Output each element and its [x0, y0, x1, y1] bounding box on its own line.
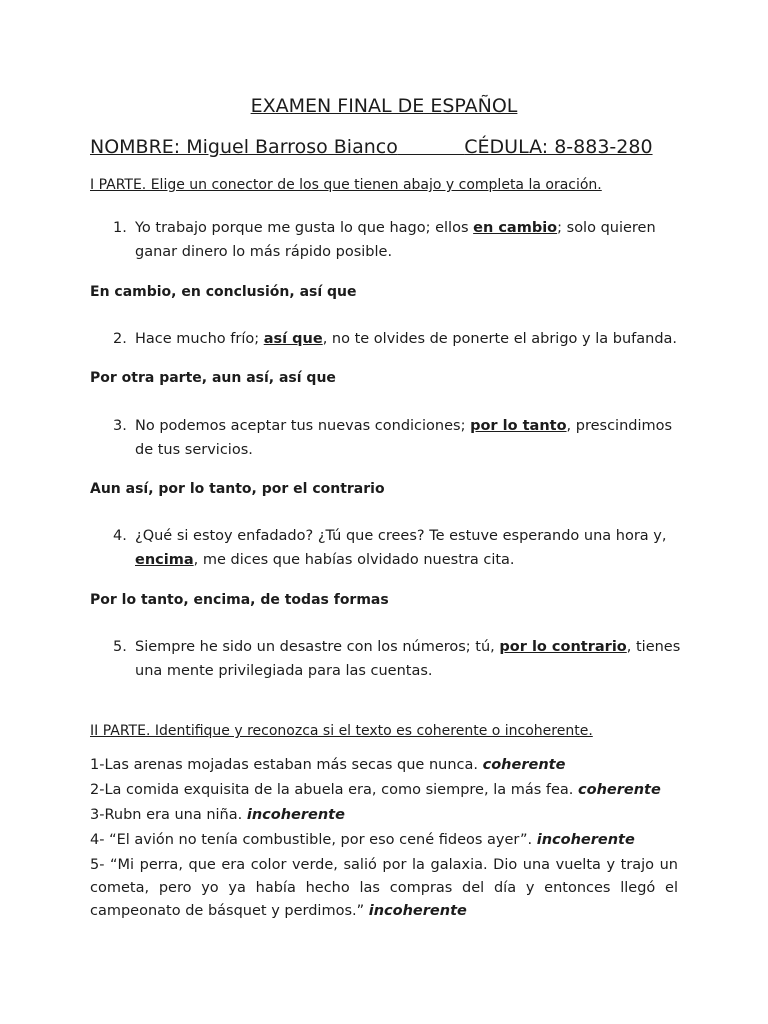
coherence-item-4	[90, 829, 678, 852]
student-name-line	[90, 136, 653, 158]
item-verdict: incoherente	[368, 903, 467, 919]
question-text-after: , tienes una mente privilegiada para las cuentas.	[135, 639, 681, 679]
question-2	[113, 328, 683, 352]
answer-connector: en cambio	[473, 220, 558, 236]
item-text: 1-Las arenas mojadas estaban más secas que nunca.	[90, 757, 483, 773]
item-text: 3-Rubn era una niña.	[90, 807, 247, 823]
coherence-item-3	[90, 804, 678, 827]
question-text	[135, 415, 683, 462]
item-verdict: coherente	[482, 757, 566, 773]
student-name: NOMBRE: Miguel Barroso Bianco	[90, 136, 398, 158]
item-verdict: incoherente	[536, 832, 635, 848]
student-id: CÉDULA: 8-883-280	[464, 136, 653, 158]
question-number: 5.	[113, 639, 127, 655]
question-number: 4.	[113, 528, 127, 544]
question-text-before: Yo trabajo porque me gusta lo que hago; ellos	[135, 220, 474, 236]
answer-connector: por lo contrario	[499, 639, 627, 655]
question-text	[135, 217, 683, 264]
connector-options-1: En cambio, en conclusión, así que	[90, 284, 357, 300]
answer-connector: encima	[135, 551, 194, 568]
connector-options-4: Por lo tanto, encima, de todas formas	[90, 592, 389, 608]
question-text-before: No podemos aceptar tus nuevas condiciones;	[135, 418, 471, 434]
question-3	[113, 415, 683, 462]
question-text-before: ¿Qué si estoy enfadado? ¿Tú que crees? Te estuve esperando una hora y,	[135, 528, 667, 544]
question-number: 3.	[113, 418, 127, 434]
question-text-after: ; solo quieren ganar dinero lo más rápido posible.	[135, 220, 656, 260]
part2-heading: II PARTE. Identifique y reconozca si el texto es coherente o incoherente.	[90, 723, 593, 739]
coherence-item-2	[90, 779, 678, 802]
question-text	[135, 636, 683, 683]
question-text-after: , prescindimos de tus servicios.	[135, 418, 673, 458]
question-text-before: Siempre he sido un desastre con los números; tú,	[135, 639, 500, 655]
question-5	[113, 636, 683, 683]
answer-connector: por lo tanto	[470, 418, 567, 434]
question-4	[113, 525, 683, 572]
connector-options-3: Aun así, por lo tanto, por el contrario	[90, 481, 385, 497]
connector-options-2: Por otra parte, aun así, así que	[90, 370, 336, 386]
part1-heading: I PARTE. Elige un conector de los que tienen abajo y completa la oración.	[90, 177, 602, 193]
coherence-item-5	[90, 854, 678, 923]
question-text	[135, 328, 683, 352]
question-text	[135, 525, 683, 572]
question-text-after: , me dices que habías olvidado nuestra cita.	[193, 551, 515, 568]
item-text: 5- “Mi perra, que era color verde, salió por la galaxia. Dio una vuelta y trajo un cometa, pero yo ya había hecho las compras del día y entonces llegó el campeonato de básquet y perdimos.”	[90, 857, 678, 919]
exam-title: EXAMEN FINAL DE ESPAÑOL	[250, 95, 518, 117]
question-number: 1.	[113, 220, 127, 236]
item-verdict: incoherente	[246, 807, 345, 823]
question-1	[113, 217, 683, 264]
item-text: 2-La comida exquisita de la abuela era, como siempre, la más fea.	[90, 782, 579, 798]
name-id-gap	[398, 136, 464, 158]
answer-connector: así que	[263, 331, 323, 347]
question-text-before: Hace mucho frío;	[135, 331, 264, 347]
item-text: 4- “El avión no tenía combustible, por eso cené fideos ayer”.	[90, 832, 537, 848]
item-verdict: coherente	[578, 782, 661, 798]
coherence-item-1	[90, 754, 678, 777]
question-number: 2.	[113, 331, 127, 347]
question-text-after: , no te olvides de ponerte el abrigo y la bufanda.	[322, 331, 678, 347]
